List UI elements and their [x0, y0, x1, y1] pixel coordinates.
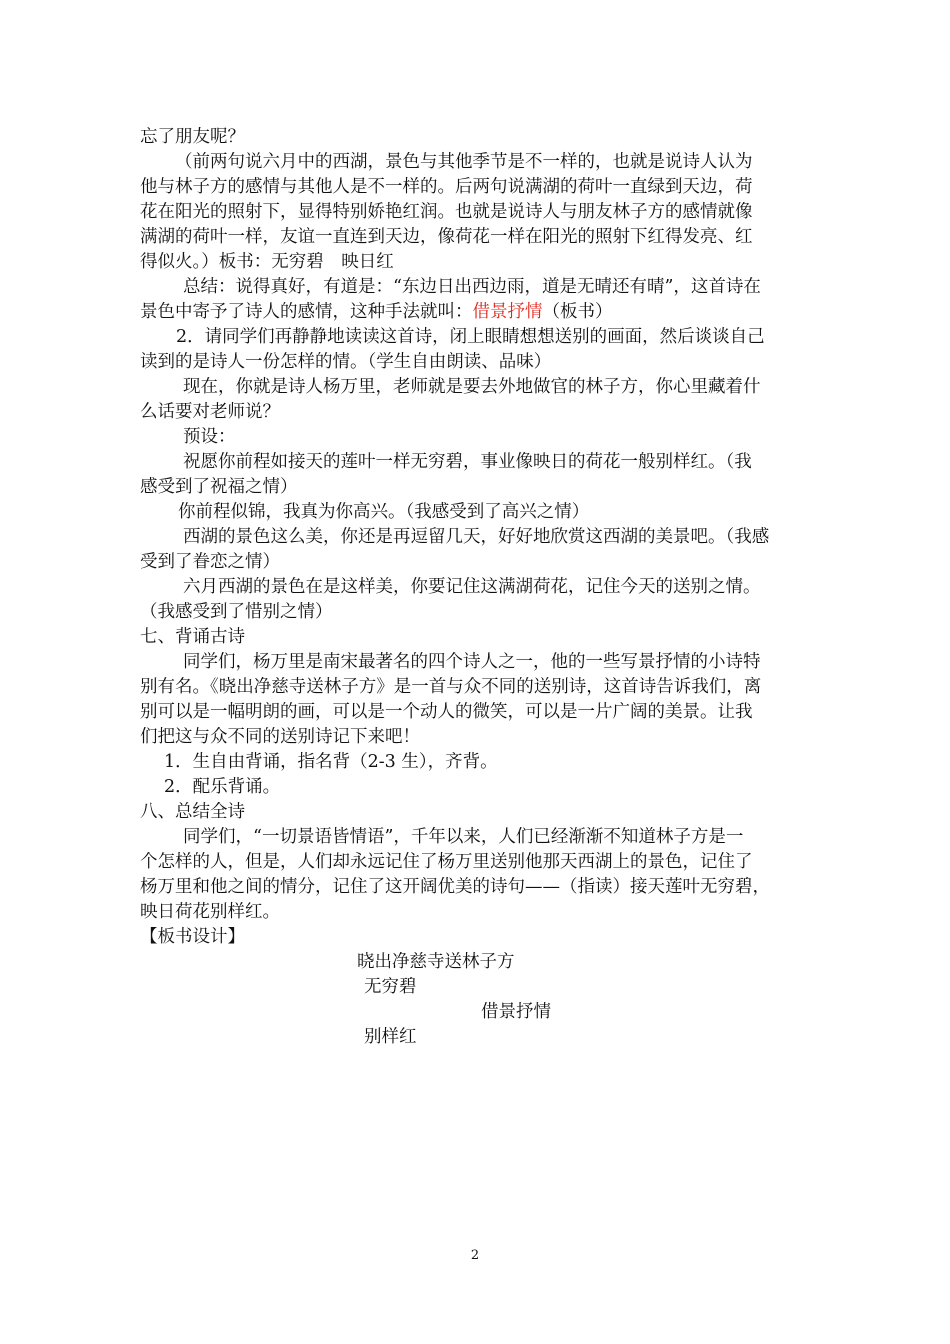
- section-heading: 七、背诵古诗: [140, 627, 245, 647]
- paragraph-line: 同学们，“一切景语皆情语”，千年以来，人们已经渐渐不知道林子方是一: [183, 827, 744, 847]
- paragraph-line: 同学们，杨万里是南宋最著名的四个诗人之一，他的一些写景抒情的小诗特: [183, 652, 761, 672]
- board-title: 晓出净慈寺送林子方: [357, 952, 515, 972]
- paragraph-line: 2．请同学们再静静地读读这首诗，闭上眼睛想想送别的画面，然后谈谈自己: [176, 327, 765, 347]
- line-text: （板书）: [542, 302, 613, 322]
- paragraph-line: 别可以是一幅明朗的画，可以是一个动人的微笑，可以是一片广阔的美景。让我: [140, 702, 753, 722]
- paragraph-line: 得似火。）板书：无穷碧 映日红: [140, 252, 394, 272]
- page-number: 2: [470, 1248, 480, 1263]
- paragraph-line: 杨万里和他之间的情分，记住了这开阔优美的诗句——（指读）接天莲叶无穷碧，: [140, 877, 770, 897]
- paragraph-line: （我感受到了惜别之情）: [140, 602, 333, 622]
- paragraph-line: 六月西湖的景色在是这样美，你要记住这满湖荷花，记住今天的送别之情。: [183, 577, 761, 597]
- paragraph-line: 们把这与众不同的送别诗记下来吧！: [140, 727, 420, 747]
- paragraph-line: 现在，你就是诗人杨万里，老师就是要去外地做官的林子方，你心里藏着什: [183, 377, 761, 397]
- paragraph-line: 西湖的景色这么美，你还是再逗留几天，好好地欣赏这西湖的美景吧。（我感: [183, 527, 770, 547]
- line-text: 景色中寄予了诗人的感情，这种手法就叫：: [140, 302, 473, 322]
- paragraph-line: 花在阳光的照射下，显得特别娇艳红润。也就是说诗人与朋友林子方的感情就像: [140, 202, 753, 222]
- paragraph-line: 忘了朋友呢？: [140, 127, 245, 147]
- paragraph-line: 么话要对老师说？: [140, 402, 280, 422]
- paragraph-line: 个怎样的人，但是，人们却永远记住了杨万里送别他那天西湖上的景色，记住了: [140, 852, 753, 872]
- section-heading: 八、总结全诗: [140, 802, 245, 822]
- paragraph-line: 他与林子方的感情与其他人是不一样的。后两句说满湖的荷叶一直绿到天边，荷: [140, 177, 753, 197]
- section-heading: 【板书设计】: [140, 927, 245, 947]
- board-center: 借景抒情: [481, 1002, 551, 1022]
- paragraph-line: 别有名。《晓出净慈寺送林子方》是一首与众不同的送别诗，这首诗告诉我们，离: [140, 677, 762, 697]
- paragraph-line: （前两句说六月中的西湖，景色与其他季节是不一样的，也就是说诗人认为: [175, 152, 753, 172]
- paragraph-line: 你前程似锦，我真为你高兴。（我感受到了高兴之情）: [178, 502, 590, 522]
- paragraph-line: [140, 300, 613, 325]
- paragraph-line: 感受到了祝福之情）: [140, 477, 298, 497]
- paragraph-line: 满湖的荷叶一样，友谊一直连到天边，像荷花一样在阳光的照射下红得发亮、红: [140, 227, 753, 247]
- board-item: 无穷碧: [364, 977, 417, 997]
- paragraph-line: 预设：: [183, 427, 236, 447]
- paragraph-line: 读到的是诗人一份怎样的情。（学生自由朗读、品味）: [140, 352, 552, 372]
- board-item: 别样红: [364, 1027, 417, 1047]
- paragraph-line: 1．生自由背诵，指名背（2-3 生），齐背。: [164, 752, 498, 772]
- paragraph-line: 祝愿你前程如接天的莲叶一样无穷碧，事业像映日的荷花一般别样红。（我: [183, 452, 752, 472]
- paragraph-line: 总结：说得真好，有道是：“东边日出西边雨，道是无晴还有晴”，这首诗在: [183, 277, 761, 297]
- paragraph-line: 映日荷花别样红。: [140, 902, 280, 922]
- highlight-text: 借景抒情: [472, 302, 543, 322]
- paragraph-line: 2．配乐背诵。: [164, 777, 281, 797]
- paragraph-line: 受到了眷恋之情）: [140, 552, 280, 572]
